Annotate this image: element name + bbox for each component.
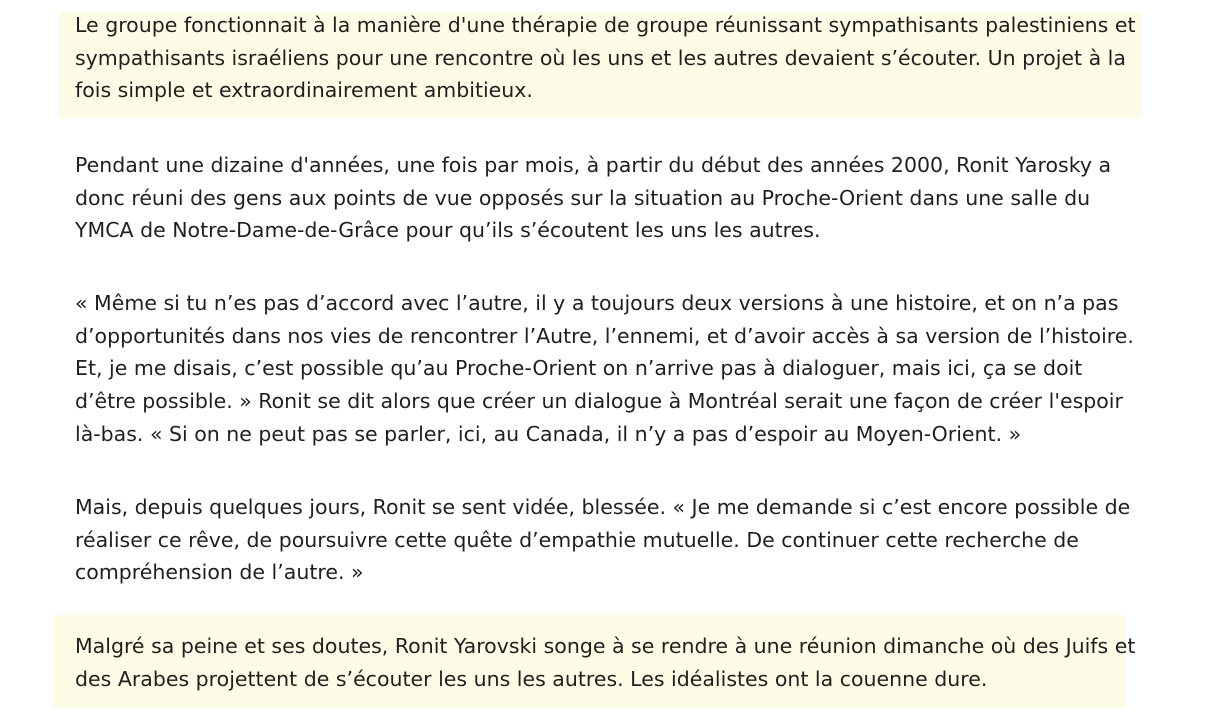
paragraph-3: « Même si tu n’es pas d’accord avec l’autre, il y a toujours deux versions à une histoire, et on n’a pas d’opportunités dans nos vies de rencontrer l’Autre, l’ennemi, et d’avoir accès à sa version de l’histoire. Et, je me disais, c’est possible qu’au Proche-Orient on n’arrive pas à dialoguer, mais ici, ça se doit d’être possible. » Ronit se dit alors que créer un dialogue à Montréal serait une façon de créer l'espoir là-bas. « Si on ne peut pas se parler, ici, au Canada, il n’y a pas d’espoir au Moyen-Orient. » xyxy=(75,291,1134,446)
paragraph-5: Malgré sa peine et ses doutes, Ronit Yarovski songe à se rendre à une réunion dimanche où des Juifs et des Arabes projettent de s’écouter les uns les autres. Les idéalistes ont la couenne dure. xyxy=(75,634,1136,691)
paragraph-4: Mais, depuis quelques jours, Ronit se sent vidée, blessée. « Je me demande si c’est encore possible de réaliser ce rêve, de poursuivre cette quête d’empathie mutuelle. De continuer cette recherche de compréhension de l’autre. » xyxy=(75,495,1131,585)
paragraph-2: Pendant une dizaine d'années, une fois par mois, à partir du début des années 2000, Ronit Yarosky a donc réuni des gens aux points de vue opposés sur la situation au Proche-Orient dans une salle du YMCA de Notre-Dame-de-Grâce pour qu’ils s’écoutent les uns les autres. xyxy=(75,153,1112,243)
paragraph-1: Le groupe fonctionnait à la manière d'une thérapie de groupe réunissant sympathisants palestiniens et sympathisants israéliens pour une rencontre où les uns et les autres devaient s’écouter. Un projet à la fois simple et extraordinairement ambitieux. xyxy=(75,13,1136,103)
